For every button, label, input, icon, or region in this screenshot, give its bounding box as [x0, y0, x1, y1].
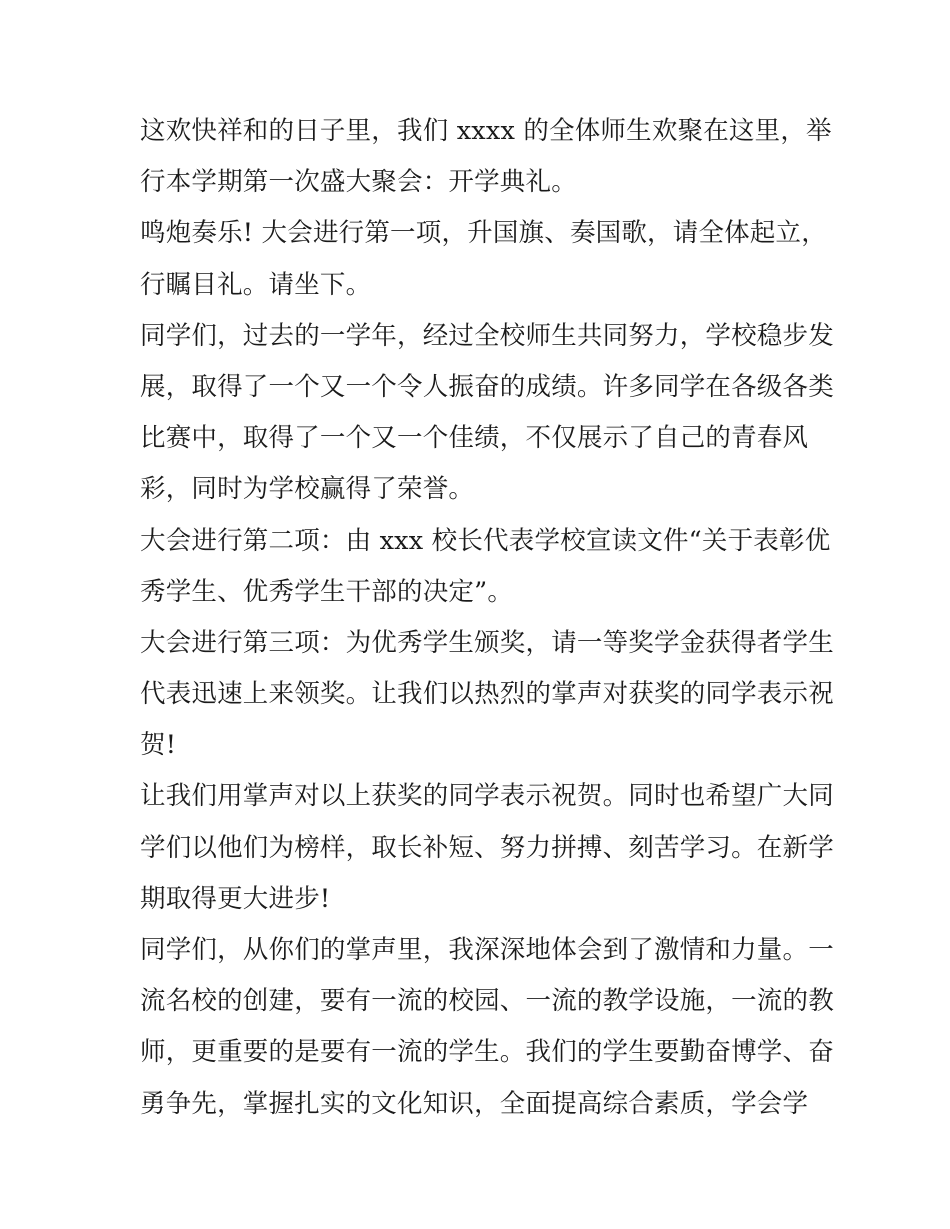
text-line: 同学们，过去的一学年，经过全校师生共同努力，学校稳步发: [140, 320, 834, 351]
document-body: [140, 106, 834, 1130]
text-line: 流名校的创建，要有一流的校园、一流的教学设施，一流的教: [140, 986, 834, 1017]
text-line: 行瞩目礼。请坐下。: [140, 269, 372, 300]
text-line: 代表迅速上来领奖。让我们以热烈的掌声对获奖的同学表示祝: [140, 679, 834, 710]
text-line: 行本学期第一次盛大聚会：开学典礼。: [140, 167, 577, 198]
text-line: 勇争先，掌握扎实的文化知识，全面提高综合素质，学会学: [140, 1088, 809, 1119]
text-line: 比赛中，取得了一个又一个佳绩，不仅展示了自己的青春风: [140, 423, 809, 454]
text-line: 这欢快祥和的日子里，我们 xxxx 的全体师生欢聚在这里，举: [140, 116, 832, 146]
text-line: 让我们用掌声对以上获奖的同学表示祝贺。同时也希望广大同: [140, 781, 834, 812]
text-line: 秀学生、优秀学生干部的决定”。: [140, 576, 514, 607]
text-line: 大会进行第二项：由 xxx 校长代表学校宣读文件“关于表彰优: [140, 525, 831, 556]
text-line: 大会进行第三项：为优秀学生颁奖，请一等奖学金获得者学生: [140, 627, 834, 658]
text-line: 鸣炮奏乐! 大会进行第一项，升国旗、奏国歌，请全体起立，: [140, 218, 827, 249]
text-line: 展，取得了一个又一个令人振奋的成绩。许多同学在各级各类: [140, 371, 834, 402]
text-line: 学们以他们为榜样，取长补短、努力拼搏、刻苦学习。在新学: [140, 832, 834, 863]
text-line: 同学们，从你们的掌声里，我深深地体会到了激情和力量。一: [140, 935, 834, 965]
text-line: 期取得更大进步!: [140, 883, 331, 914]
text-line: 贺!: [140, 730, 177, 761]
text-line: 彩，同时为学校赢得了荣誉。: [140, 474, 475, 505]
text-line: 师，更重要的是要有一流的学生。我们的学生要勤奋博学、奋: [140, 1037, 834, 1068]
